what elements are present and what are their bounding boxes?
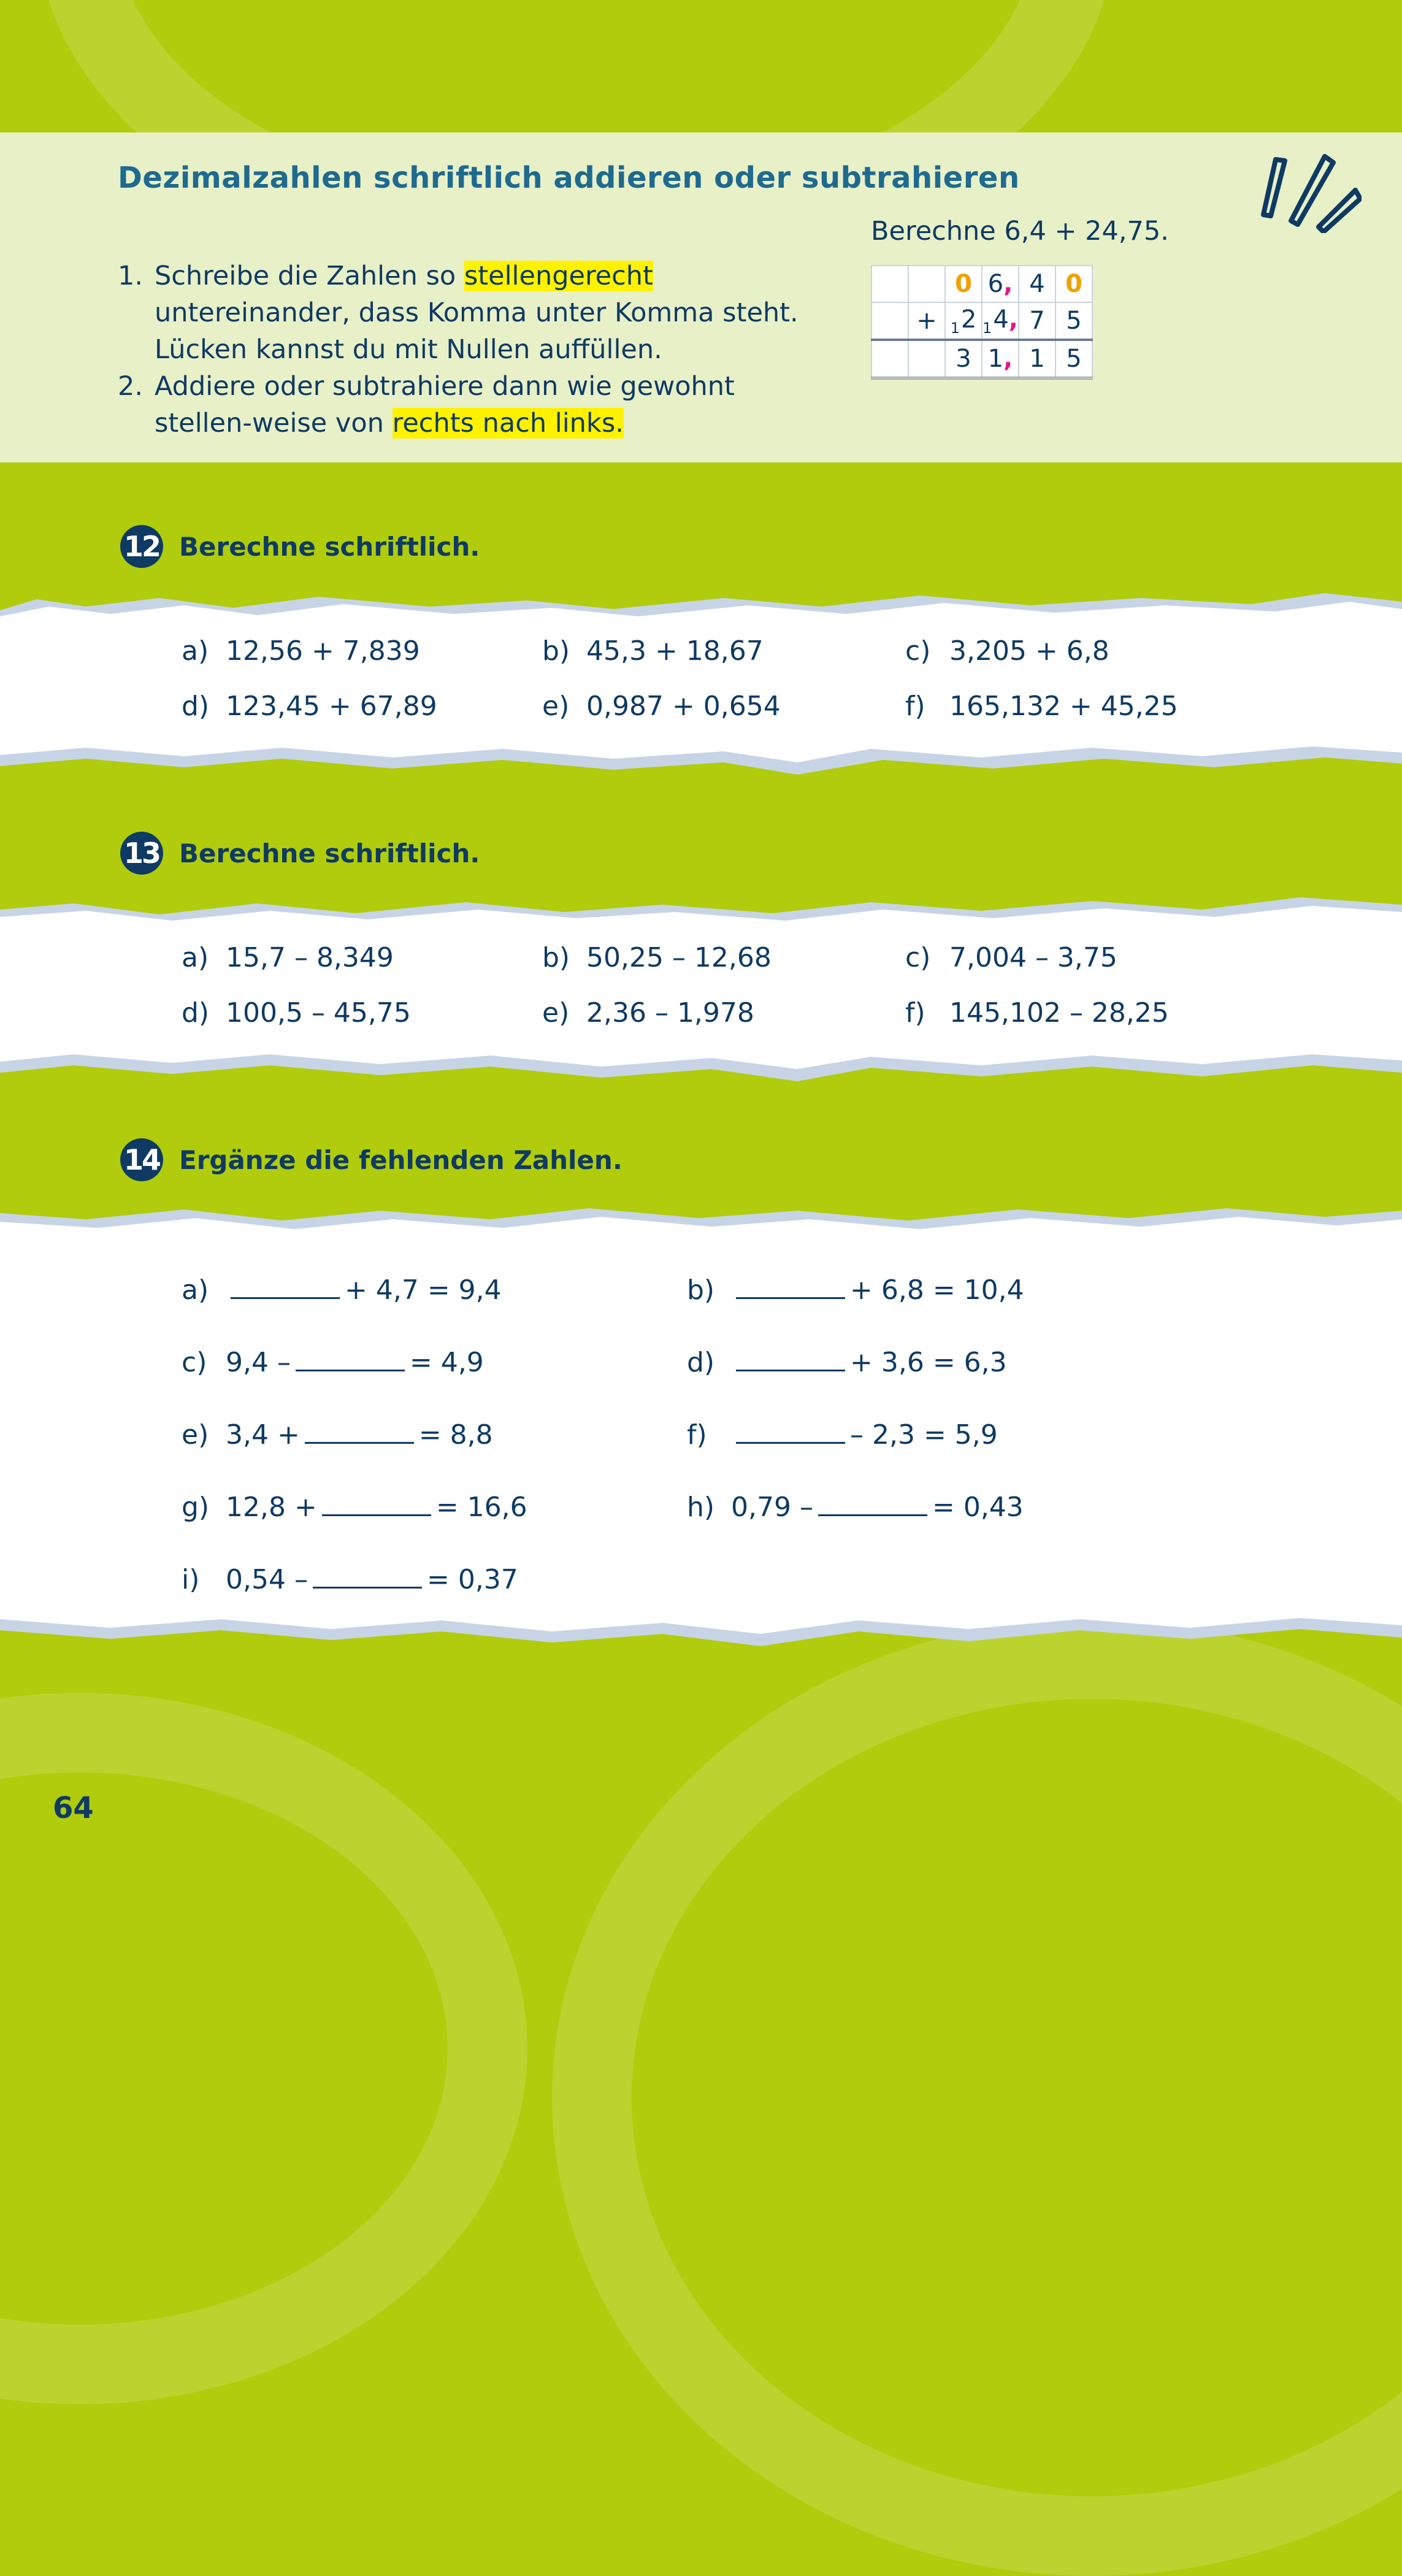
- task-prefix: 3,4 +: [226, 1419, 300, 1451]
- answer-blank[interactable]: [296, 1349, 405, 1371]
- task-12d: [182, 691, 437, 722]
- task-expression: 7,004 – 3,75: [949, 942, 1117, 973]
- answer-blank[interactable]: [736, 1421, 845, 1444]
- task-14h: [687, 1492, 1024, 1523]
- grid-cell: [1055, 340, 1092, 378]
- digit: 2: [960, 305, 977, 334]
- exercise-number-badge: 14: [120, 1138, 163, 1181]
- task-14f: [687, 1419, 998, 1451]
- task-label: f): [905, 691, 925, 722]
- task-expression: 15,7 – 8,349: [226, 942, 394, 973]
- task-label: d): [182, 691, 210, 722]
- answer-blank[interactable]: [818, 1493, 927, 1516]
- grid-cell: [908, 266, 945, 302]
- exercise-instruction: Ergänze die fehlenden Zahlen.: [179, 1144, 622, 1175]
- task-label: c): [182, 1347, 207, 1378]
- background-swirl-bottom: [552, 1619, 1402, 2576]
- grid-cell: [945, 302, 982, 340]
- task-12c: [905, 635, 1109, 667]
- torn-paper-strip: [0, 885, 1402, 1087]
- task-suffix: = 4,9: [409, 1347, 484, 1378]
- task-label: h): [687, 1492, 715, 1523]
- task-label: f): [905, 997, 925, 1029]
- grid-cell: [908, 340, 945, 378]
- accent-burst-icon: [1257, 147, 1362, 233]
- task-suffix: + 3,6 = 6,3: [850, 1347, 1007, 1378]
- digit: 4: [993, 305, 1009, 334]
- task-expression: 145,102 – 28,25: [949, 997, 1169, 1029]
- task-label: d): [687, 1347, 715, 1378]
- task-label: a): [182, 635, 209, 667]
- task-expression: 45,3 + 18,67: [586, 635, 764, 667]
- exercise-number-badge: 12: [120, 525, 163, 568]
- task-suffix: = 16,6: [435, 1492, 527, 1523]
- step-number: 2.: [118, 371, 144, 402]
- task-prefix: 9,4 –: [226, 1347, 291, 1378]
- grid-cell: [871, 302, 908, 340]
- task-expression: 123,45 + 67,89: [226, 691, 437, 722]
- task-label: c): [905, 635, 931, 667]
- task-12a: [182, 635, 420, 667]
- grid-cell: [1019, 340, 1055, 378]
- task-14b: [687, 1275, 1024, 1306]
- carry-digit: 1: [950, 319, 960, 337]
- grid-row-2: [871, 302, 1092, 340]
- grid-row-1: [871, 266, 1092, 302]
- step-number: 1.: [118, 261, 144, 291]
- section-14-header: [120, 1138, 622, 1181]
- task-label: a): [182, 1275, 209, 1306]
- decimal-comma: ,: [1003, 345, 1013, 373]
- task-label: a): [182, 942, 209, 973]
- digit: 3: [956, 345, 971, 373]
- answer-blank[interactable]: [313, 1566, 422, 1589]
- grid-cell: [982, 266, 1019, 302]
- answer-blank[interactable]: [322, 1493, 431, 1516]
- grid-cell: [908, 302, 945, 340]
- task-suffix: = 0,43: [932, 1492, 1024, 1523]
- task-label: d): [182, 997, 210, 1029]
- step-text-part: Addiere oder subtrahiere dann wie gewohnt stellen-weise von: [155, 371, 735, 439]
- task-label: c): [905, 942, 931, 973]
- grid-cell: [871, 266, 908, 302]
- plus-sign: +: [916, 307, 937, 335]
- answer-blank[interactable]: [231, 1276, 340, 1299]
- task-suffix: – 2,3 = 5,9: [850, 1419, 998, 1451]
- task-14a: [182, 1275, 502, 1306]
- task-expression: 165,132 + 45,25: [949, 691, 1178, 722]
- exercise-instruction: Berechne schriftlich.: [179, 838, 480, 868]
- task-13c: [905, 942, 1117, 973]
- task-14g: [182, 1492, 527, 1523]
- task-expression: 12,56 + 7,839: [226, 635, 420, 667]
- task-12e: [542, 691, 781, 722]
- task-suffix: = 8,8: [418, 1419, 493, 1451]
- example-grid: [871, 265, 1093, 380]
- step-text-part: Schreibe die Zahlen so: [155, 261, 464, 291]
- task-13f: [905, 997, 1169, 1029]
- task-expression: 100,5 – 45,75: [226, 997, 411, 1029]
- digit: 1: [987, 345, 1004, 373]
- step-text: [155, 258, 829, 368]
- example-label: Berechne 6,4 + 24,75.: [871, 216, 1169, 247]
- highlighted-term: rechts nach links.: [392, 408, 624, 439]
- digit: 6: [987, 270, 1004, 298]
- task-14d: [687, 1347, 1007, 1378]
- digit: 7: [1029, 307, 1045, 335]
- task-13a: [182, 942, 394, 973]
- task-label: f): [687, 1419, 707, 1451]
- task-expression: 0,987 + 0,654: [586, 691, 781, 722]
- fill-zero: 0: [1065, 270, 1082, 298]
- page-number: 64: [53, 1791, 94, 1825]
- section-12-header: [120, 525, 480, 568]
- task-prefix: 0,54 –: [226, 1564, 308, 1595]
- grid-cell: [945, 340, 982, 378]
- task-label: e): [542, 997, 570, 1029]
- grid-cell: [1055, 266, 1092, 302]
- task-14e: [182, 1419, 493, 1451]
- section-13-header: [120, 832, 480, 875]
- grid-cell: [982, 340, 1019, 378]
- task-13d: [182, 997, 411, 1029]
- grid-cell: [945, 266, 982, 302]
- answer-blank[interactable]: [736, 1276, 845, 1299]
- task-prefix: 12,8 +: [226, 1492, 317, 1523]
- digit: 1: [1029, 345, 1045, 373]
- highlighted-term: stellengerecht: [464, 261, 653, 291]
- task-label: b): [542, 635, 570, 667]
- grid-cell: [871, 340, 908, 378]
- task-14c: [182, 1347, 484, 1378]
- grid-cell: [1019, 266, 1055, 302]
- task-expression: 50,25 – 12,68: [586, 942, 772, 973]
- digit: 5: [1066, 345, 1082, 373]
- task-14i: [182, 1564, 518, 1595]
- exercise-instruction: Berechne schriftlich.: [179, 531, 480, 562]
- digit: 5: [1066, 307, 1082, 335]
- task-12f: [905, 691, 1178, 722]
- step-2: [118, 368, 829, 442]
- task-13e: [542, 997, 754, 1029]
- torn-paper-shape: [0, 580, 1402, 782]
- fill-zero: 0: [955, 270, 972, 298]
- task-suffix: + 4,7 = 9,4: [345, 1275, 502, 1306]
- task-label: e): [542, 691, 570, 722]
- task-label: g): [182, 1492, 210, 1523]
- torn-paper-strip: [0, 580, 1402, 782]
- task-12b: [542, 635, 764, 667]
- step-text: [155, 368, 829, 442]
- info-title: Dezimalzahlen schriftlich addieren oder subtrahieren: [118, 161, 1020, 195]
- answer-blank[interactable]: [736, 1349, 845, 1371]
- task-expression: 2,36 – 1,978: [586, 997, 754, 1029]
- task-13b: [542, 942, 772, 973]
- task-label: b): [542, 942, 570, 973]
- grid-row-result: [871, 340, 1092, 378]
- task-suffix: + 6,8 = 10,4: [850, 1275, 1024, 1306]
- grid-cell: [982, 302, 1019, 340]
- torn-paper-shape: [0, 885, 1402, 1087]
- step-text-part: untereinander, dass Komma unter Komma steht. Lücken kannst du mit Nullen auffüllen.: [155, 297, 799, 365]
- task-label: e): [182, 1419, 209, 1451]
- step-1: [118, 258, 829, 368]
- task-suffix: = 0,37: [426, 1564, 518, 1595]
- grid-cell: [1055, 302, 1092, 340]
- decimal-comma: ,: [1003, 270, 1013, 298]
- decimal-comma: ,: [1008, 305, 1018, 334]
- answer-blank[interactable]: [305, 1421, 414, 1444]
- digit: 4: [1029, 270, 1045, 298]
- carry-digit: 1: [983, 319, 992, 337]
- task-prefix: 0,79 –: [731, 1492, 813, 1523]
- task-expression: 3,205 + 6,8: [949, 635, 1109, 667]
- task-label: i): [182, 1564, 200, 1595]
- task-label: b): [687, 1275, 715, 1306]
- grid-cell: [1019, 302, 1055, 340]
- exercise-number-badge: 13: [120, 832, 163, 875]
- instruction-steps: [118, 258, 829, 442]
